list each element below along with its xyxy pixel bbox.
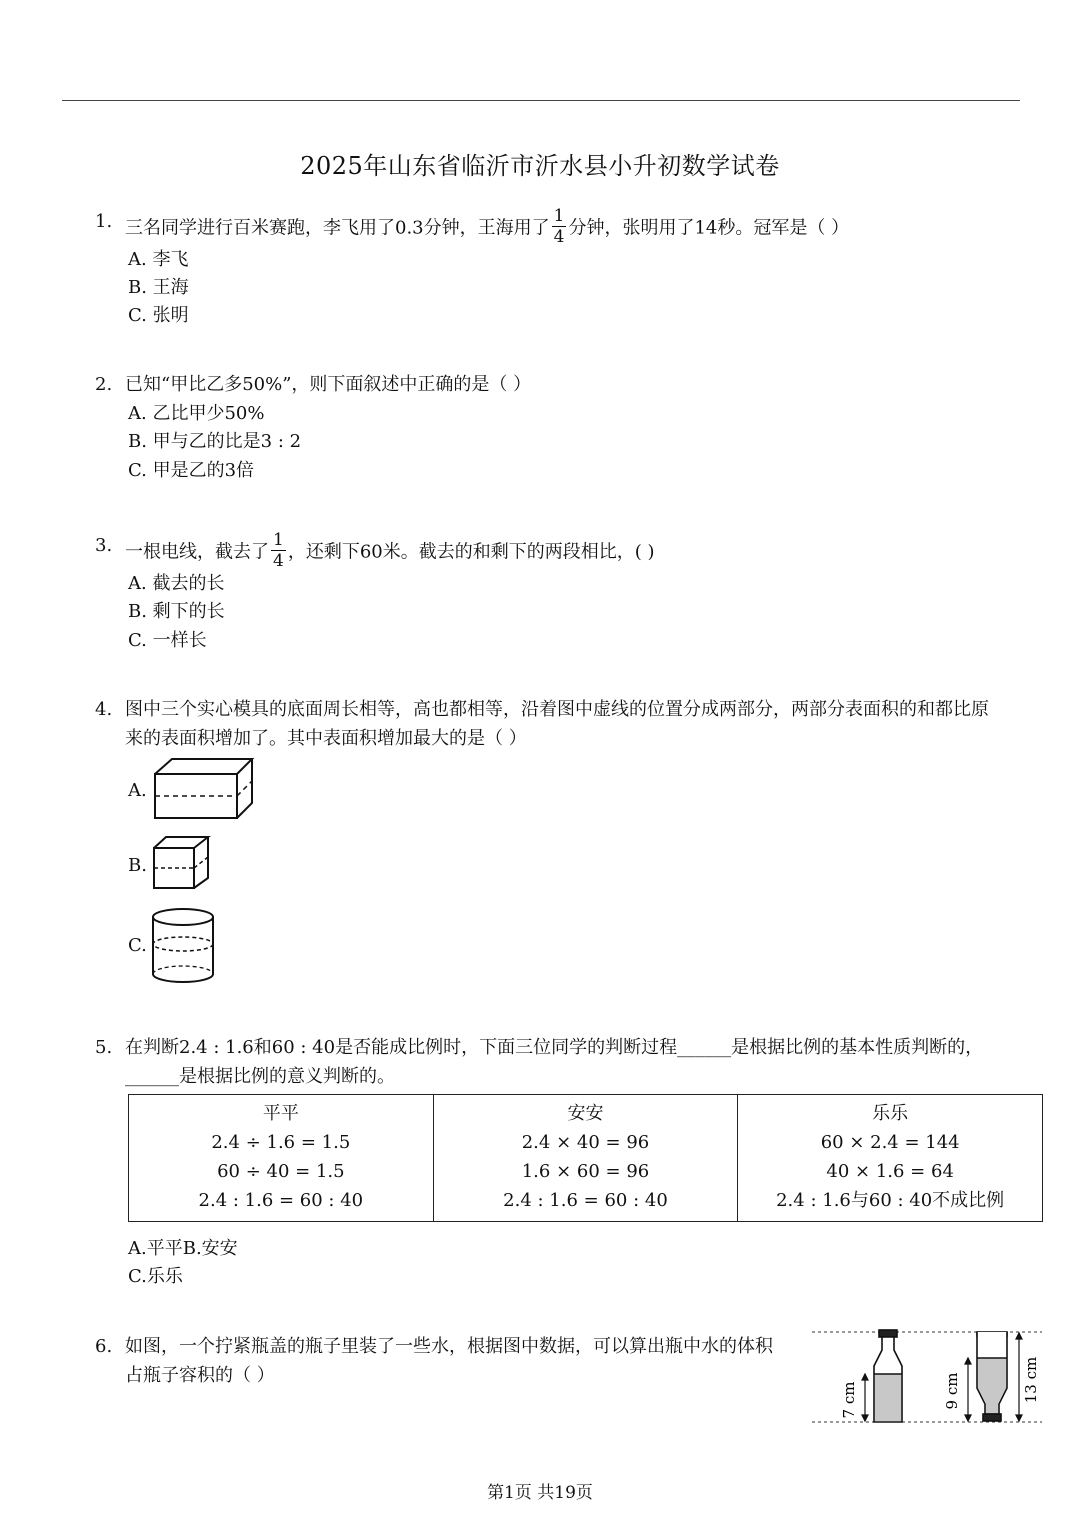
table-cell-pingping — [129, 1095, 434, 1222]
student-name: 平平 — [262, 1103, 299, 1124]
option-b: B. — [128, 855, 147, 876]
question-text-line-1: 图中三个实心模具的底面周长相等，高也都相等，沿着图中虚线的位置分成两部分，两部分表面积的和都比原 — [125, 699, 989, 720]
option-c: C. 一样长 — [128, 630, 207, 651]
label-9cm: 9 cm — [943, 1372, 961, 1410]
cuboid-figure — [150, 756, 258, 822]
question-text-line-2: 来的表面积增加了。其中表面积增加最大的是（ ） — [125, 728, 527, 749]
question-4 — [95, 696, 1055, 756]
question-2 — [95, 371, 1035, 399]
question-text — [125, 208, 849, 249]
question-number: 3. — [95, 535, 113, 556]
student-name: 乐乐 — [872, 1103, 909, 1124]
question-text-line-2: 占瓶子容积的（ ） — [125, 1365, 275, 1386]
question-text-part: 三名同学进行百米赛跑，李飞用了0.3分钟，王海用了 — [125, 217, 550, 239]
fraction-numerator: 1 — [273, 530, 284, 550]
fraction-denominator: 4 — [273, 551, 284, 571]
question-number: 5. — [95, 1037, 113, 1058]
option-a: A. — [128, 780, 147, 801]
cylinder-figure — [150, 906, 218, 986]
calc-line: 2.4 ÷ 1.6 = 1.5 — [211, 1132, 351, 1153]
option-b: B. 甲与乙的比是3 : 2 — [128, 431, 302, 452]
fraction — [552, 206, 567, 247]
calc-line: 2.4 : 1.6与60 : 40不成比例 — [776, 1190, 1005, 1211]
question-6 — [95, 1333, 815, 1393]
option-c: C. 甲是乙的3倍 — [128, 460, 255, 481]
question-text-line-1: 在判断2.4 : 1.6和60 : 40是否能成比例时，下面三位同学的判断过程______是根据比例的基本性质判断的， — [125, 1037, 984, 1058]
calc-line: 2.4 : 1.6 = 60 : 40 — [198, 1190, 364, 1211]
page-footer: 第1页 共19页 — [487, 1483, 593, 1503]
question-3 — [95, 532, 1035, 572]
option-a: A. 截去的长 — [128, 573, 225, 594]
student-name: 安安 — [567, 1103, 604, 1124]
question-text-line-1: 如图，一个拧紧瓶盖的瓶子里装了一些水，根据图中数据，可以算出瓶中水的体积 — [125, 1336, 773, 1357]
question-number: 2. — [95, 374, 113, 395]
calc-line: 40 × 1.6 = 64 — [826, 1161, 954, 1182]
question-1 — [95, 208, 1035, 248]
question-text-part: 一根电线，截去了 — [125, 541, 269, 563]
question-number: 6. — [95, 1336, 113, 1357]
option-c: C.乐乐 — [128, 1266, 183, 1287]
table-cell-anan — [433, 1095, 738, 1222]
question-number: 4. — [95, 699, 113, 720]
option-ab: A.平平B.安安 — [128, 1238, 238, 1259]
question-text: 已知“甲比乙多50%”，则下面叙述中正确的是（ ） — [125, 374, 532, 395]
label-13cm: 13 cm — [1022, 1356, 1040, 1404]
option-a: A. 乙比甲少50% — [128, 403, 265, 424]
calc-line: 1.6 × 60 = 96 — [521, 1161, 650, 1182]
fraction — [271, 530, 286, 571]
option-a: A. 李飞 — [128, 249, 189, 270]
header-rule — [62, 100, 1020, 101]
question-number: 1. — [95, 211, 113, 232]
judgment-table — [128, 1094, 1043, 1222]
bottle-figure — [812, 1328, 1052, 1428]
question-5 — [95, 1034, 1055, 1094]
question-text-line-2: ______是根据比例的意义判断的。 — [125, 1066, 395, 1087]
table-row — [129, 1095, 1043, 1222]
label-7cm: 7 cm — [840, 1381, 858, 1419]
fraction-numerator: 1 — [553, 206, 565, 226]
calc-line: 2.4 : 1.6 = 60 : 40 — [503, 1190, 668, 1211]
option-b: B. 剩下的长 — [128, 601, 225, 622]
question-text-part: 分钟，张明用了14秒。冠军是（ ） — [568, 217, 850, 239]
calc-line: 60 × 2.4 = 144 — [820, 1132, 960, 1153]
calc-line: 60 ÷ 40 = 1.5 — [217, 1161, 345, 1182]
question-text-part: ，还剩下60米。截去的和剩下的两段相比，( ) — [287, 541, 655, 563]
option-c: C. — [128, 935, 147, 956]
option-b: B. 王海 — [128, 277, 189, 298]
cube-figure — [150, 834, 214, 892]
calc-line: 2.4 × 40 = 96 — [521, 1132, 650, 1153]
question-text — [125, 532, 655, 573]
table-cell-lele — [738, 1095, 1043, 1222]
fraction-denominator: 4 — [553, 227, 565, 247]
option-c: C. 张明 — [128, 305, 189, 326]
page-title: 2025年山东省临沂市沂水县小升初数学试卷 — [300, 152, 780, 180]
